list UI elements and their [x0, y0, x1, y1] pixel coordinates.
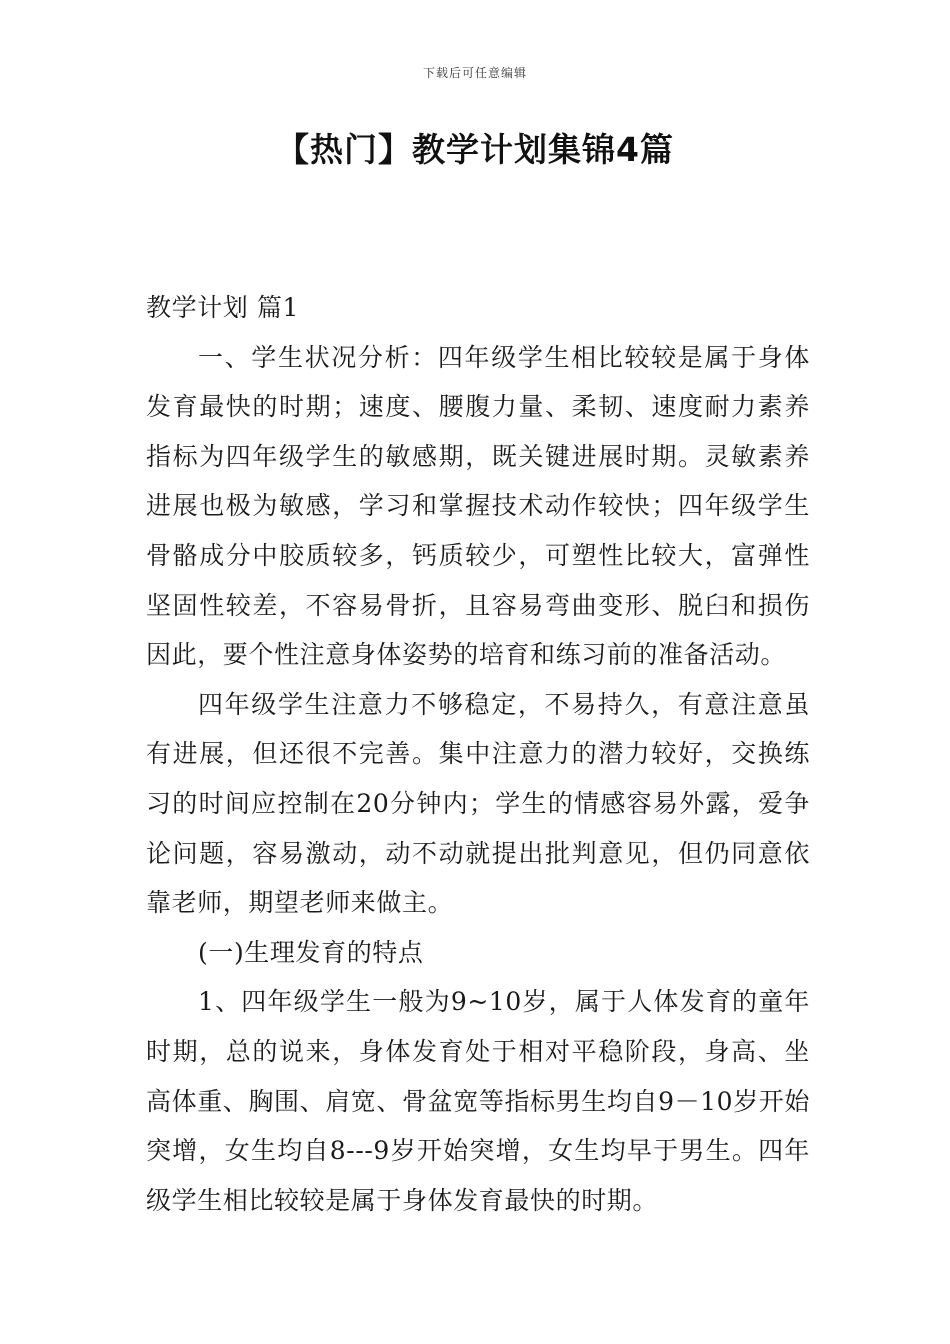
- paragraph-student-analysis: 一、学生状况分析：四年级学生相比较较是属于身体发育最快的时期；速度、腰腹力量、柔韧、速度耐力素养指标为四年级学生的敏感期，既关键进展时期。灵敏素养进展也极为敏感，学习和掌握技术动作较快；四年级学生骨骼成分中胶质较多，钙质较少，可塑性比较大，富弹性坚固性较差，不容易骨折，且容易弯曲变形、脱臼和损伤因此，要个性注意身体姿势的培育和练习前的准备活动。: [146, 342, 810, 670]
- document-body: [146, 283, 810, 1225]
- section-heading: 教学计划 篇1: [146, 293, 300, 322]
- paragraph-physiology-1: 1、四年级学生一般为9~10岁，属于人体发育的童年时期，总的说来，身体发育处于相对平稳阶段，身高、坐高体重、胸围、肩宽、骨盆宽等指标男生均自9－10岁开始突增，女生均自8---9岁开始突增，女生均早于男生。四年级学生相比较较是属于身体发育最快的时期。: [146, 987, 810, 1215]
- header-note: 下载后可任意编辑: [422, 66, 527, 80]
- paragraph-attention: 四年级学生注意力不够稳定，不易持久，有意注意虽有进展，但还很不完善。集中注意力的潜力较好，交换练习的时间应控制在20分钟内；学生的情感容易外露，爱争论问题，容易激动，动不动就提出批判意见，但仍同意依靠老师，期望老师来做主。: [146, 689, 810, 918]
- document-title: 【热门】教学计划集锦4篇: [276, 130, 674, 169]
- subheading-physiology: (一)生理发育的特点: [198, 937, 424, 967]
